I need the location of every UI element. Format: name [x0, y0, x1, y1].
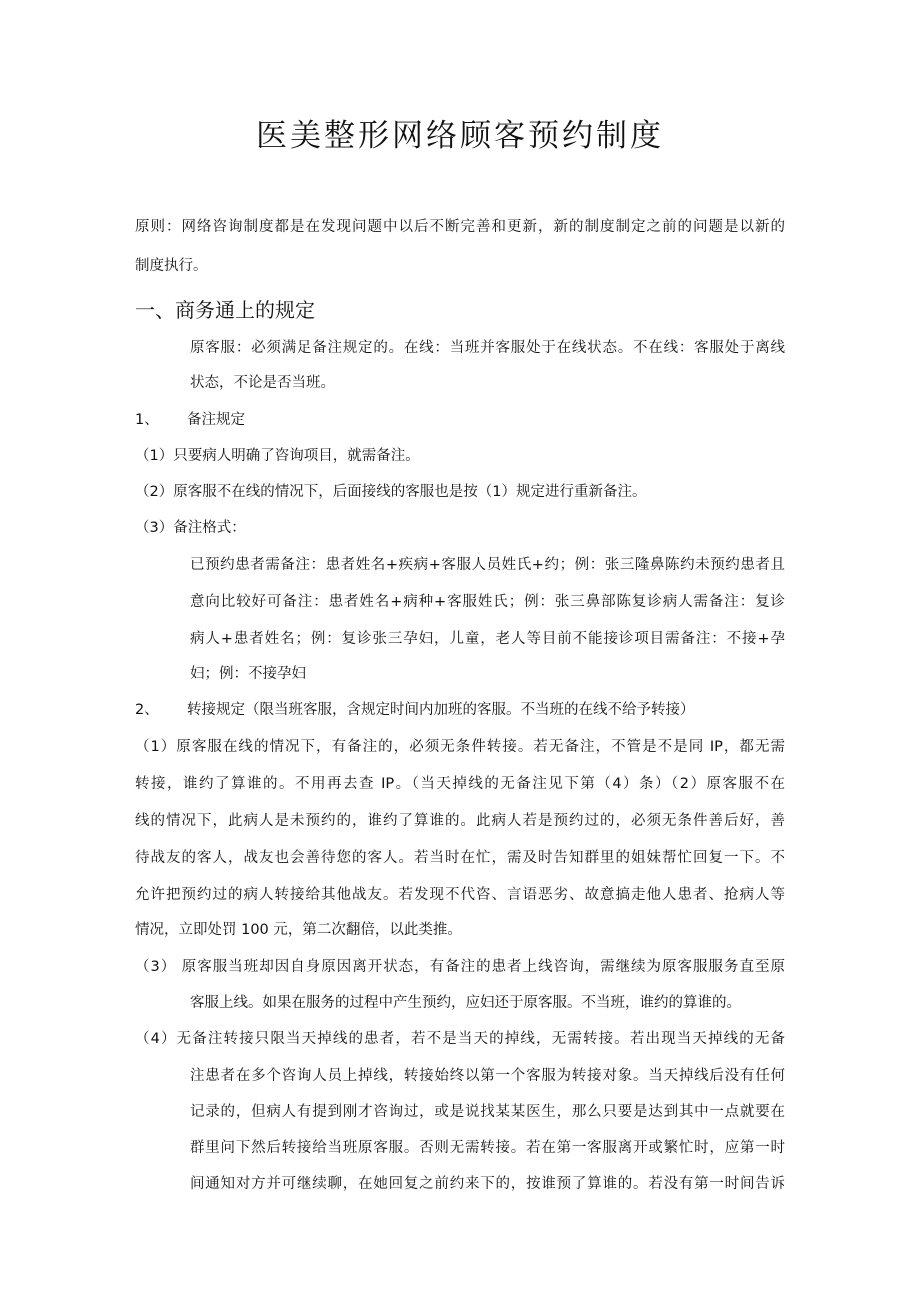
rule1-item-2: （2）原客服不在线的情况下，后面接线的客服也是按（1）规定进行重新备注。 [135, 484, 647, 500]
rule2-para4-line-2: 注患者在多个咨询人员上掉线，转接始终以第一个客服为转接对象。当天掉线后没有任何 [190, 1068, 785, 1084]
rule2-number: 2、 [135, 702, 159, 718]
format-line-4: 妇；例：不接孕妇 [190, 666, 306, 682]
principle-line-1: 原则：网络咨询制度都是在发现问题中以后不断完善和更新，新的制度制定之前的问题是以新的 [135, 219, 785, 235]
principle-line-2: 制度执行。 [135, 258, 208, 274]
rule2-para1-line-2: 转接，谁约了算谁的。不用再去查 IP。（当天掉线的无备注见下第（4）条）（2）原客服不在 [135, 776, 785, 792]
rule2-heading: 转接规定（限当班客服，含规定时间内加班的客服。不当班的在线不给予转接） [187, 702, 695, 718]
rule2-para4-line-3: 记录的，但病人有提到刚才咨询过，或是说找某某医生，那么只要是达到其中一点就要在 [190, 1104, 785, 1120]
rule1-heading: 备注规定 [187, 412, 245, 428]
format-line-3: 病人+患者姓名；例：复诊张三孕妇，儿童，老人等目前不能接诊项目需备注：不接+孕 [190, 631, 785, 647]
format-line-1: 已预约患者需备注：患者姓名+疾病+客服人员姓氏+约；例：张三隆鼻陈约未预约患者且 [190, 557, 785, 573]
rule2-para1-line-5: 允许把预约过的病人转接给其他战友。若发现不代咨、言语恶劣、故意搞走他人患者、抢病人等 [135, 887, 785, 903]
rule1-number: 1、 [135, 412, 159, 428]
rule2-para3-line-2: 客服上线。如果在服务的过程中产生预约，应妇还于原客服。不当班，谁约的算谁的。 [190, 995, 741, 1011]
section-heading-1: 一、商务通上的规定 [135, 298, 315, 322]
rule2-para3-line-1: （3） 原客服当班却因自身原因离开状态，有备注的患者上线咨询，需继续为原客服服务直至原 [135, 959, 785, 975]
rule2-para1-line-6: 情况，立即处罚 100 元，第二次翻倍，以此类推。 [135, 922, 462, 938]
format-line-2: 意向比较好可备注：患者姓名+病种+客服姓氏；例：张三鼻部陈复诊病人需备注：复诊 [190, 594, 785, 610]
intro-line-2: 状态，不论是否当班。 [190, 375, 335, 391]
rule2-para1-line-3: 线的情况下，此病人是未预约的，谁约了算谁的。此病人若是预约过的，必须无条件善后好，善 [135, 813, 785, 829]
rule1-item-3: （3）备注格式： [135, 520, 246, 536]
rule2-para4-line-4: 群里问下然后转接给当班原客服。否则无需转接。若在第一客服离开或繁忙时，应第一时 [190, 1140, 785, 1156]
rule2-para4-line-5: 间通知对方并可继续聊，在她回复之前约来下的，按谁预了算谁的。若没有第一时间告诉 [190, 1176, 785, 1192]
rule1-item-1: （1）只要病人明确了咨询项目，就需备注。 [135, 448, 420, 464]
rule2-para1-line-1: （1）原客服在线的情况下，有备注的，必须无条件转接。若无备注，不管是不是同 IP，都无需 [135, 739, 785, 755]
intro-line-1: 原客服：必须满足备注规定的。在线：当班并客服处于在线状态。不在线：客服处于离线 [190, 340, 785, 356]
rule2-para4-line-1: （4）无备注转接只限当天掉线的患者，若不是当天的掉线，无需转接。若出现当天掉线的无备 [135, 1031, 785, 1047]
rule2-para1-line-4: 待战友的客人，战友也会善待您的客人。若当时在忙，需及时告知群里的姐妹帮忙回复一下。不 [135, 850, 785, 866]
document-title: 医美整形网络顾客预约制度 [256, 118, 664, 154]
